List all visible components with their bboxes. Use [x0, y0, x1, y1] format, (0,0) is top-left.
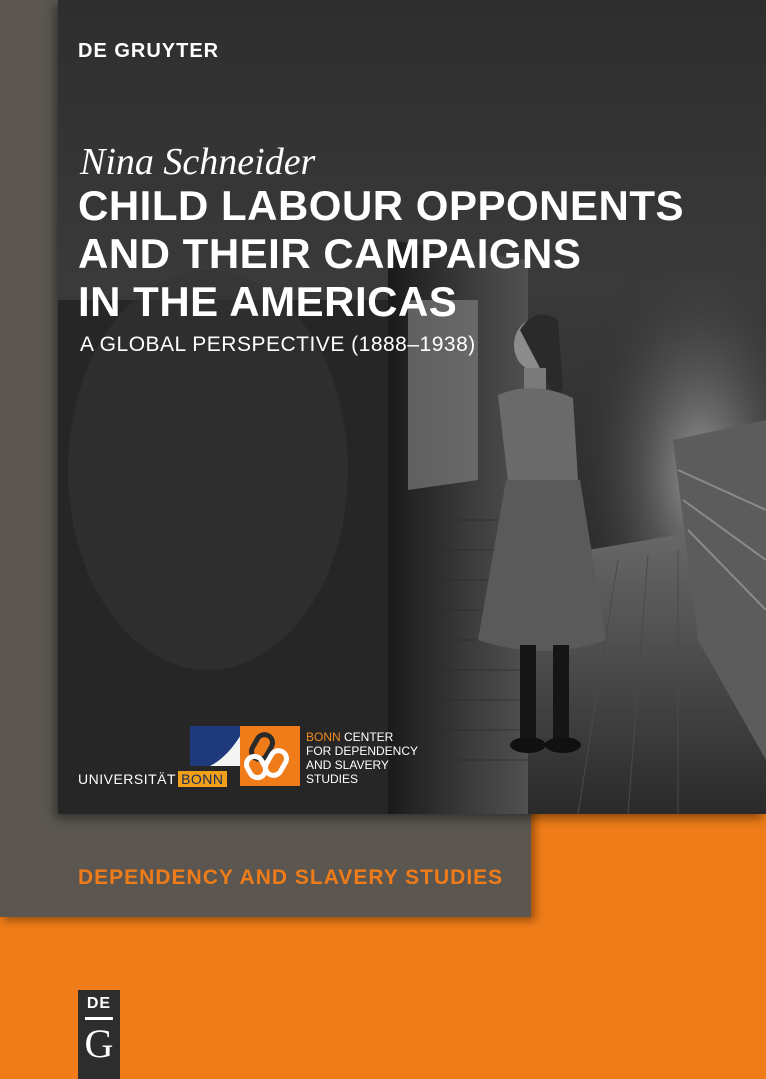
bcdss-line4: STUDIES	[306, 772, 359, 786]
author-name: Nina Schneider	[80, 141, 316, 183]
bcdss-line2: FOR DEPENDENCY	[306, 744, 419, 758]
bcdss-line3: AND SLAVERY	[306, 758, 389, 772]
university-bonn-logo	[78, 726, 230, 790]
series-title: DEPENDENCY AND SLAVERY STUDIES	[78, 866, 504, 889]
dg-logo-top: DE	[86, 995, 112, 1012]
cover-photo	[58, 0, 766, 814]
title-line: CHILD LABOUR OPPONENTS	[78, 182, 685, 229]
university-prefix: UNIVERSITÄT	[78, 771, 177, 787]
bcdss-wordmark	[306, 730, 418, 786]
university-bonn-label: BONN	[178, 771, 226, 787]
bcdss-chain-icon	[240, 726, 300, 786]
title-line: IN THE AMERICAS	[78, 278, 458, 325]
university-emblem-icon	[190, 726, 246, 766]
dg-logo-divider	[85, 1017, 113, 1020]
book-title	[78, 182, 758, 326]
book-subtitle: A GLOBAL PERSPECTIVE (1888–1938)	[80, 333, 476, 356]
dg-logo-letter: G	[84, 1021, 114, 1066]
bcdss-highlight: BONN	[306, 730, 341, 744]
bcdss-line1: CENTER	[340, 730, 394, 744]
mill-girl-photo-illustration	[58, 0, 766, 814]
de-gruyter-logo	[78, 990, 120, 1079]
university-wordmark	[78, 771, 227, 787]
publisher-name: DE GRUYTER	[78, 40, 220, 62]
title-line: AND THEIR CAMPAIGNS	[78, 230, 582, 277]
